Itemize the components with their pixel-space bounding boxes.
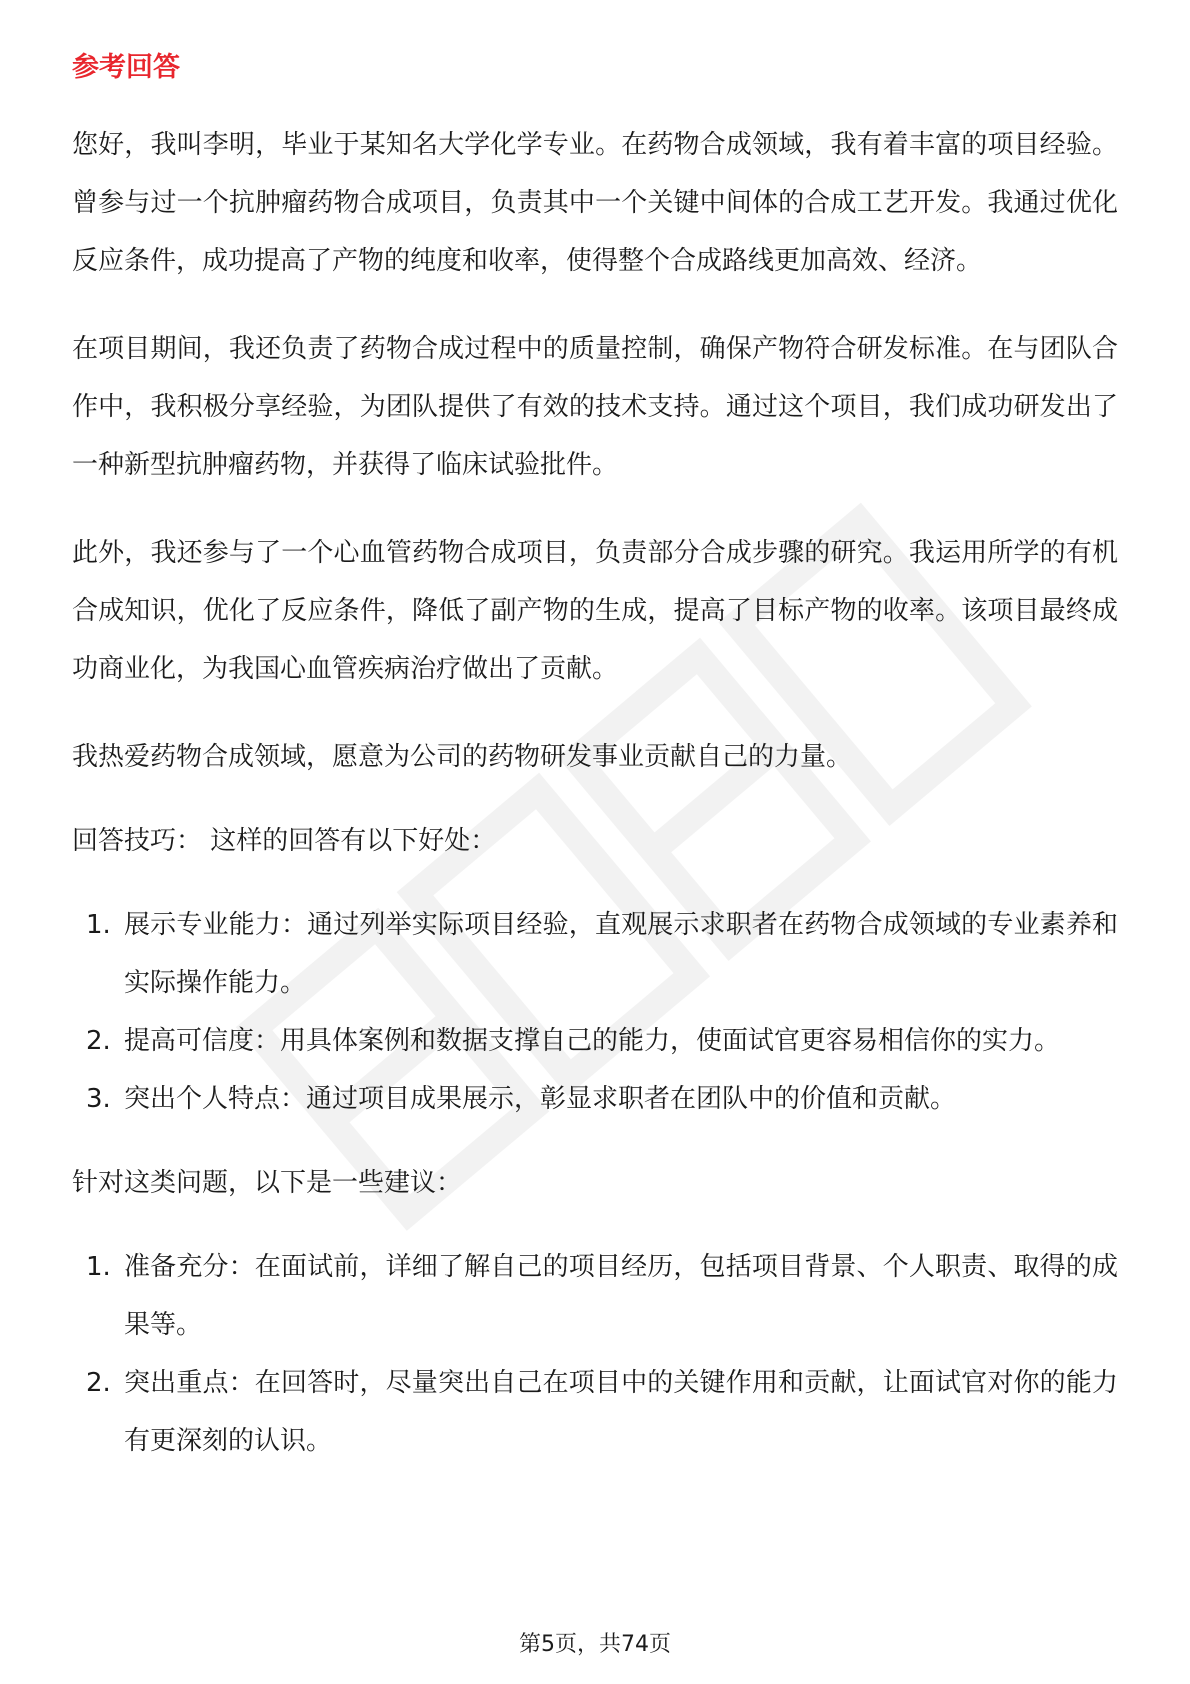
answer-paragraph-2: 在项目期间，我还负责了药物合成过程中的质量控制，确保产物符合研发标准。在与团队合作中，我积极分享经验，为团队提供了有效的技术支持。通过这个项目，我们成功研发出了一种新型抗肿瘤药物，并获得了临床试验批件。	[72, 334, 1118, 480]
list-text: 展示专业能力：通过列举实际项目经验，直观展示求职者在药物合成领域的专业素养和实际操作能力。	[124, 910, 1118, 998]
list-number: 3.	[86, 1084, 111, 1114]
list-text: 突出个人特点：通过项目成果展示，彰显求职者在团队中的价值和贡献。	[124, 1084, 957, 1114]
page-footer: 第5页，共74页	[519, 1632, 671, 1657]
answer-paragraph-4: 我热爱药物合成领域，愿意为公司的药物研发事业贡献自己的力量。	[72, 742, 853, 772]
list-number: 2.	[86, 1026, 111, 1056]
list-text: 突出重点：在回答时，尽量突出自己在项目中的关键作用和贡献，让面试官对你的能力有更深刻的认识。	[124, 1368, 1118, 1456]
list-item	[72, 1238, 1118, 1354]
section-title: 参考回答	[72, 52, 180, 83]
list-text: 准备充分：在面试前，详细了解自己的项目经历，包括项目背景、个人职责、取得的成果等。	[124, 1252, 1118, 1340]
answer-paragraph-1: 您好，我叫李明，毕业于某知名大学化学专业。在药物合成领域，我有着丰富的项目经验。曾参与过一个抗肿瘤药物合成项目，负责其中一个关键中间体的合成工艺开发。我通过优化反应条件，成功提高了产物的纯度和收率，使得整个合成路线更加高效、经济。	[72, 130, 1118, 276]
tips-list	[72, 896, 1118, 1128]
list-text: 提高可信度：用具体案例和数据支撑自己的能力，使面试官更容易相信你的实力。	[124, 1026, 1061, 1056]
tips-heading: 回答技巧： 这样的回答有以下好处：	[72, 826, 497, 856]
list-item	[72, 1070, 1118, 1128]
list-number: 1.	[86, 1252, 111, 1282]
list-item	[72, 896, 1118, 1012]
answer-paragraph-3: 此外，我还参与了一个心血管药物合成项目，负责部分合成步骤的研究。我运用所学的有机合成知识，优化了反应条件，降低了副产物的生成，提高了目标产物的收率。该项目最终成功商业化，为我国心血管疾病治疗做出了贡献。	[72, 538, 1118, 684]
suggestions-list	[72, 1238, 1118, 1470]
list-number: 1.	[86, 910, 111, 940]
suggestions-heading: 针对这类问题，以下是一些建议：	[72, 1168, 463, 1198]
list-item	[72, 1354, 1118, 1470]
list-item	[72, 1012, 1118, 1070]
main-content	[72, 48, 1118, 1496]
list-number: 2.	[86, 1368, 111, 1398]
